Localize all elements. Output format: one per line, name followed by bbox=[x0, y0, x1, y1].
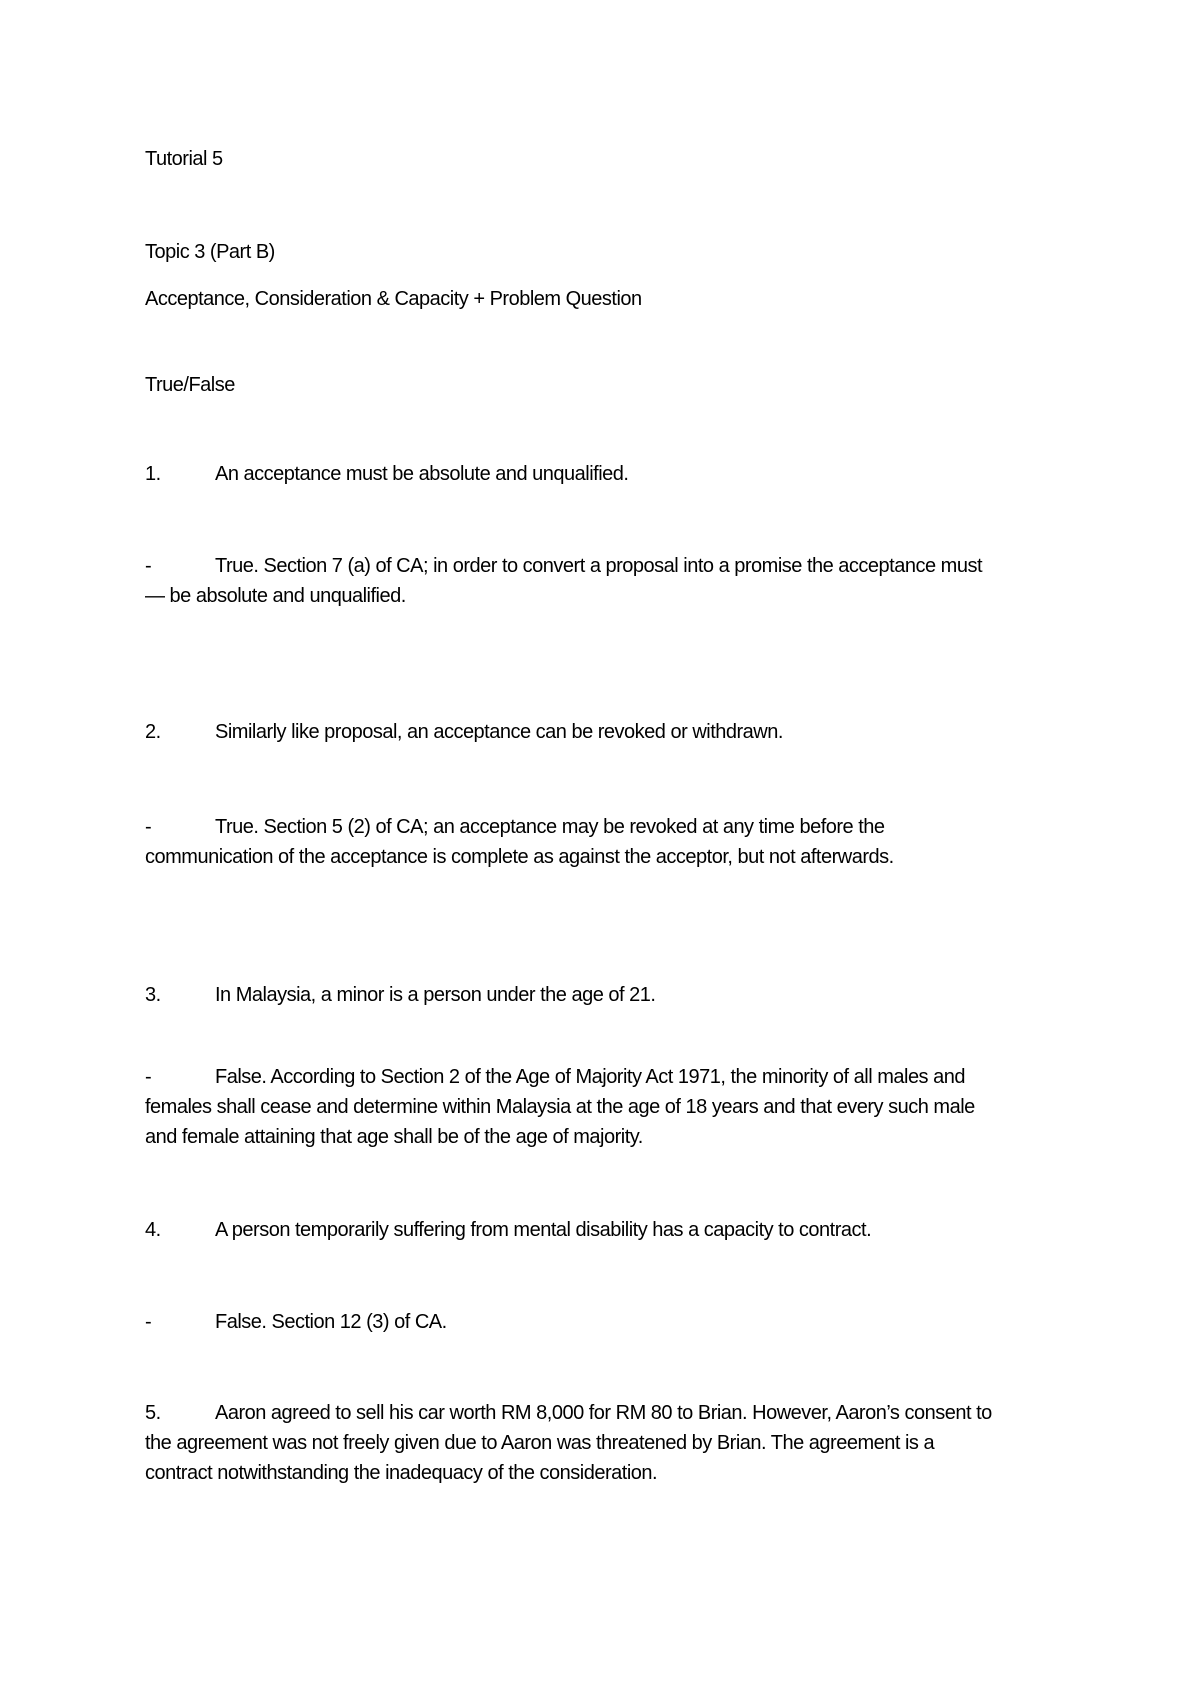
subtitle: Acceptance, Consideration & Capacity + Problem Question bbox=[145, 288, 642, 310]
question-1-text: An acceptance must be absolute and unqualified. bbox=[215, 463, 629, 485]
answer-2-dash: - bbox=[145, 816, 152, 838]
question-5-number: 5. bbox=[145, 1402, 161, 1424]
answer-3-text-line-3: and female attaining that age shall be of the age of majority. bbox=[145, 1126, 643, 1148]
question-5-text-line-1: Aaron agreed to sell his car worth RM 8,000 for RM 80 to Brian. However, Aaron’s consent to bbox=[215, 1402, 992, 1424]
question-4 bbox=[145, 1215, 1105, 1245]
topic-heading: Topic 3 (Part B) bbox=[145, 241, 275, 263]
answer-3-dash: - bbox=[145, 1066, 152, 1088]
answer-2-text-line-2: communication of the acceptance is complete as against the acceptor, but not afterwards. bbox=[145, 846, 894, 868]
answer-1-dash: - bbox=[145, 555, 152, 577]
question-4-number: 4. bbox=[145, 1219, 161, 1241]
answer-1 bbox=[145, 551, 1105, 611]
answer-2 bbox=[145, 812, 1105, 872]
answer-3 bbox=[145, 1062, 1105, 1152]
question-2-number: 2. bbox=[145, 721, 161, 743]
question-5-text-line-2: the agreement was not freely given due to Aaron was threatened by Brian. The agreement is a bbox=[145, 1432, 935, 1454]
question-3-number: 3. bbox=[145, 984, 161, 1006]
answer-4-text-line-1: False. Section 12 (3) of CA. bbox=[215, 1311, 447, 1333]
question-3 bbox=[145, 980, 1105, 1010]
question-2-text: Similarly like proposal, an acceptance can be revoked or withdrawn. bbox=[215, 721, 783, 743]
question-1 bbox=[145, 459, 1105, 489]
answer-1-text-line-2: — be absolute and unqualified. bbox=[145, 585, 406, 607]
question-4-text: A person temporarily suffering from mental disability has a capacity to contract. bbox=[215, 1219, 872, 1241]
answer-4 bbox=[145, 1307, 1105, 1337]
question-3-text: In Malaysia, a minor is a person under the age of 21. bbox=[215, 984, 656, 1006]
answer-3-text-line-1: False. According to Section 2 of the Age of Majority Act 1971, the minority of all males and bbox=[215, 1066, 965, 1088]
doc-title: Tutorial 5 bbox=[145, 148, 223, 170]
answer-3-text-line-2: females shall cease and determine within Malaysia at the age of 18 years and that every such male bbox=[145, 1096, 975, 1118]
question-5-text-line-3: contract notwithstanding the inadequacy of the consideration. bbox=[145, 1462, 658, 1484]
answer-2-text-line-1: True. Section 5 (2) of CA; an acceptance may be revoked at any time before the bbox=[215, 816, 885, 838]
question-1-number: 1. bbox=[145, 463, 161, 485]
section-heading: True/False bbox=[145, 374, 235, 396]
answer-4-dash: - bbox=[145, 1311, 152, 1333]
question-5 bbox=[145, 1398, 1105, 1488]
answer-1-text-line-1: True. Section 7 (a) of CA; in order to convert a proposal into a promise the acceptance must bbox=[215, 555, 982, 577]
question-2 bbox=[145, 717, 1105, 747]
